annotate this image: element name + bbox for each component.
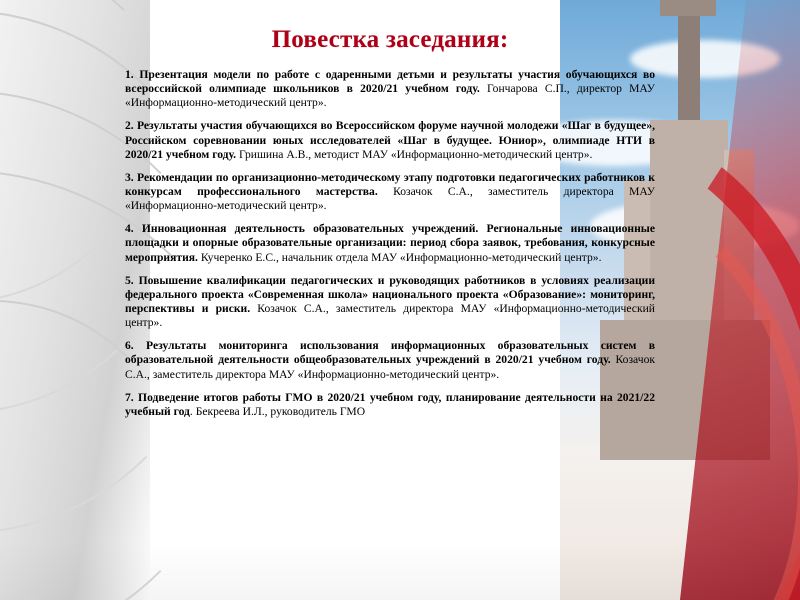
monument-column [678, 10, 700, 130]
monument-top [660, 0, 716, 16]
agenda-item-1 [125, 68, 655, 110]
agenda-item-2-bold: 2. Результаты участия обучающихся во Всероссийском форуме научной молодежи «Шаг в будущее», Российском соревновании юных исследователей «Шаг в будущее. Юниор», олимпиаде НТИ в 2020/21 учебном году. [125, 119, 655, 161]
slide-content [125, 18, 655, 582]
agenda-item-3-bold: 3. Рекомендации по организационно-методическому этапу подготовки педагогических работников к конкурсам профессионального мастерства. [125, 170, 655, 198]
agenda-item-7-bold: 7. Подведение итогов работы ГМО в 2020/21 учебном году, планирование деятельности на 2021/22 учебный год [125, 390, 655, 418]
agenda-item-6 [125, 339, 655, 381]
agenda-item-7 [125, 391, 655, 419]
agenda-item-5-bold: 5. Повышение квалификации педагогических и руководящих работников в условиях реализации федерального проекта «Современная школа» национального проекта «Образование»: мониторинг, перспективы и риски. [125, 273, 655, 315]
agenda-item-3 [125, 171, 655, 213]
agenda-item-4 [125, 222, 655, 264]
agenda-item-7-plain: . Бекреева И.Л., руководитель ГМО [189, 404, 366, 418]
agenda-item-6-bold: 6. Результаты мониторинга использования информационных образовательных систем в образовательной деятельности общеобразовательных учреждений в 2020/21 учебном году. [125, 339, 655, 367]
agenda-item-4-bold: 4. Инновационная деятельность образовательных учреждений. Региональные инновационные площадки и опорные образовательные организации: период сбора заявок, требования, конкурсные мероприятия. [125, 222, 655, 264]
agenda-item-2-plain: Гришина А.В., методист МАУ «Информационно-методический центр». [236, 147, 593, 161]
agenda-item-6-plain: Козачок С.А., заместитель директора МАУ «Информационно-методический центр». [125, 353, 655, 381]
agenda-item-4-plain: Кучеренко Е.С., начальник отдела МАУ «Информационно-методический центр». [197, 250, 602, 264]
agenda-item-3-plain: Козачок С.А., заместитель директора МАУ «Информационно-методический центр». [125, 184, 655, 213]
agenda-item-5-plain: Козачок С.А., заместитель директора МАУ «Информационно-методический центр». [125, 301, 655, 330]
agenda-item-5 [125, 274, 655, 331]
agenda-item-2 [125, 119, 655, 161]
slide-title: Повестка заседания: [271, 26, 509, 53]
agenda-item-1-bold: 1. Презентация модели по работе с одаренными детьми и результаты участия обучающихся во всероссийской олимпиаде школьников в 2020/21 учебном году. [125, 68, 655, 96]
agenda-item-1-plain: Гончарова С.П., директор МАУ «Информационно-методический центр». [125, 82, 655, 110]
